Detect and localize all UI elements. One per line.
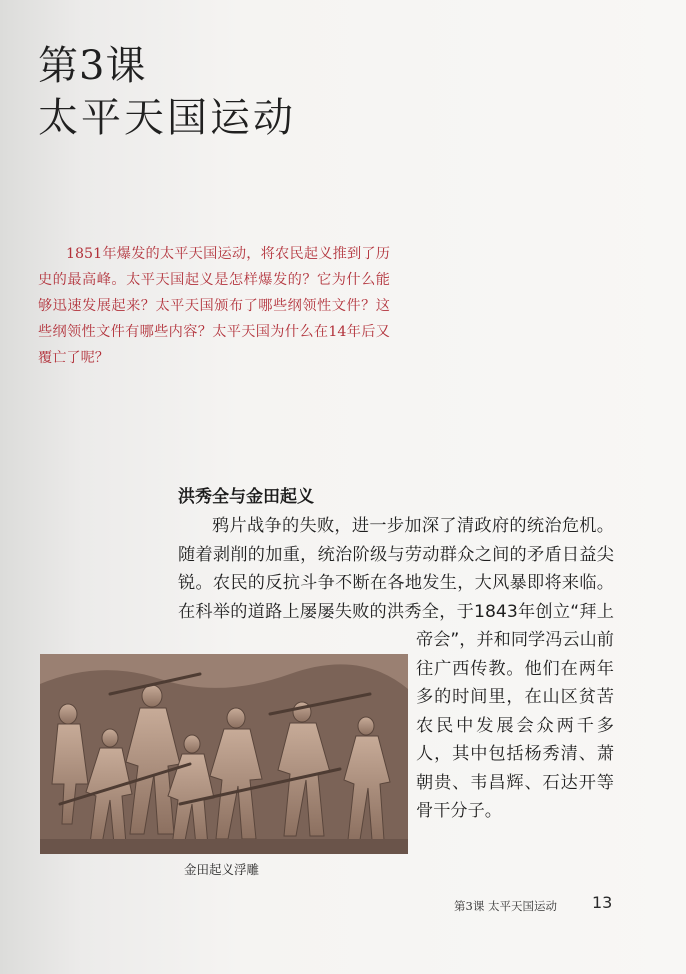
intro-block	[38, 241, 390, 371]
relief-figures-illustration	[40, 654, 408, 854]
lesson-number: 第3课	[38, 43, 147, 89]
relief-sculpture-image	[40, 654, 408, 854]
figure-caption: 金田起义浮雕	[184, 862, 260, 877]
page-number: 13	[592, 893, 613, 912]
running-footer-title: 第3课 太平天国运动	[454, 899, 557, 913]
lesson-title: 太平天国运动	[38, 95, 296, 141]
section-paragraph: 鸦片战争的失败，进一步加深了清政府的统治危机。随着剥削的加重，统治阶级与劳动群众之间的矛盾日益尖锐。农民的反抗斗争不断在各地发生，大风暴即将来临。在科举的道路上屡屡失败的洪秀全，于1843年创立“拜上帝会”，并和同学冯云山前往广西传教。他们在两年多的时间里，在山区贫苦农民中发展会众两千多人，其中包括杨秀清、萧朝贵、韦昌辉、石达开等骨干分子。	[178, 516, 614, 821]
intro-paragraph: 1851年爆发的太平天国运动，将农民起义推到了历史的最高峰。太平天国起义是怎样爆发的？它为什么能够迅速发展起来？太平天国颁布了哪些纲领性文件？这些纲领性文件有哪些内容？太平天国为什么在14年后又覆亡了呢？	[38, 246, 390, 366]
section-heading: 洪秀全与金田起义	[178, 487, 314, 507]
